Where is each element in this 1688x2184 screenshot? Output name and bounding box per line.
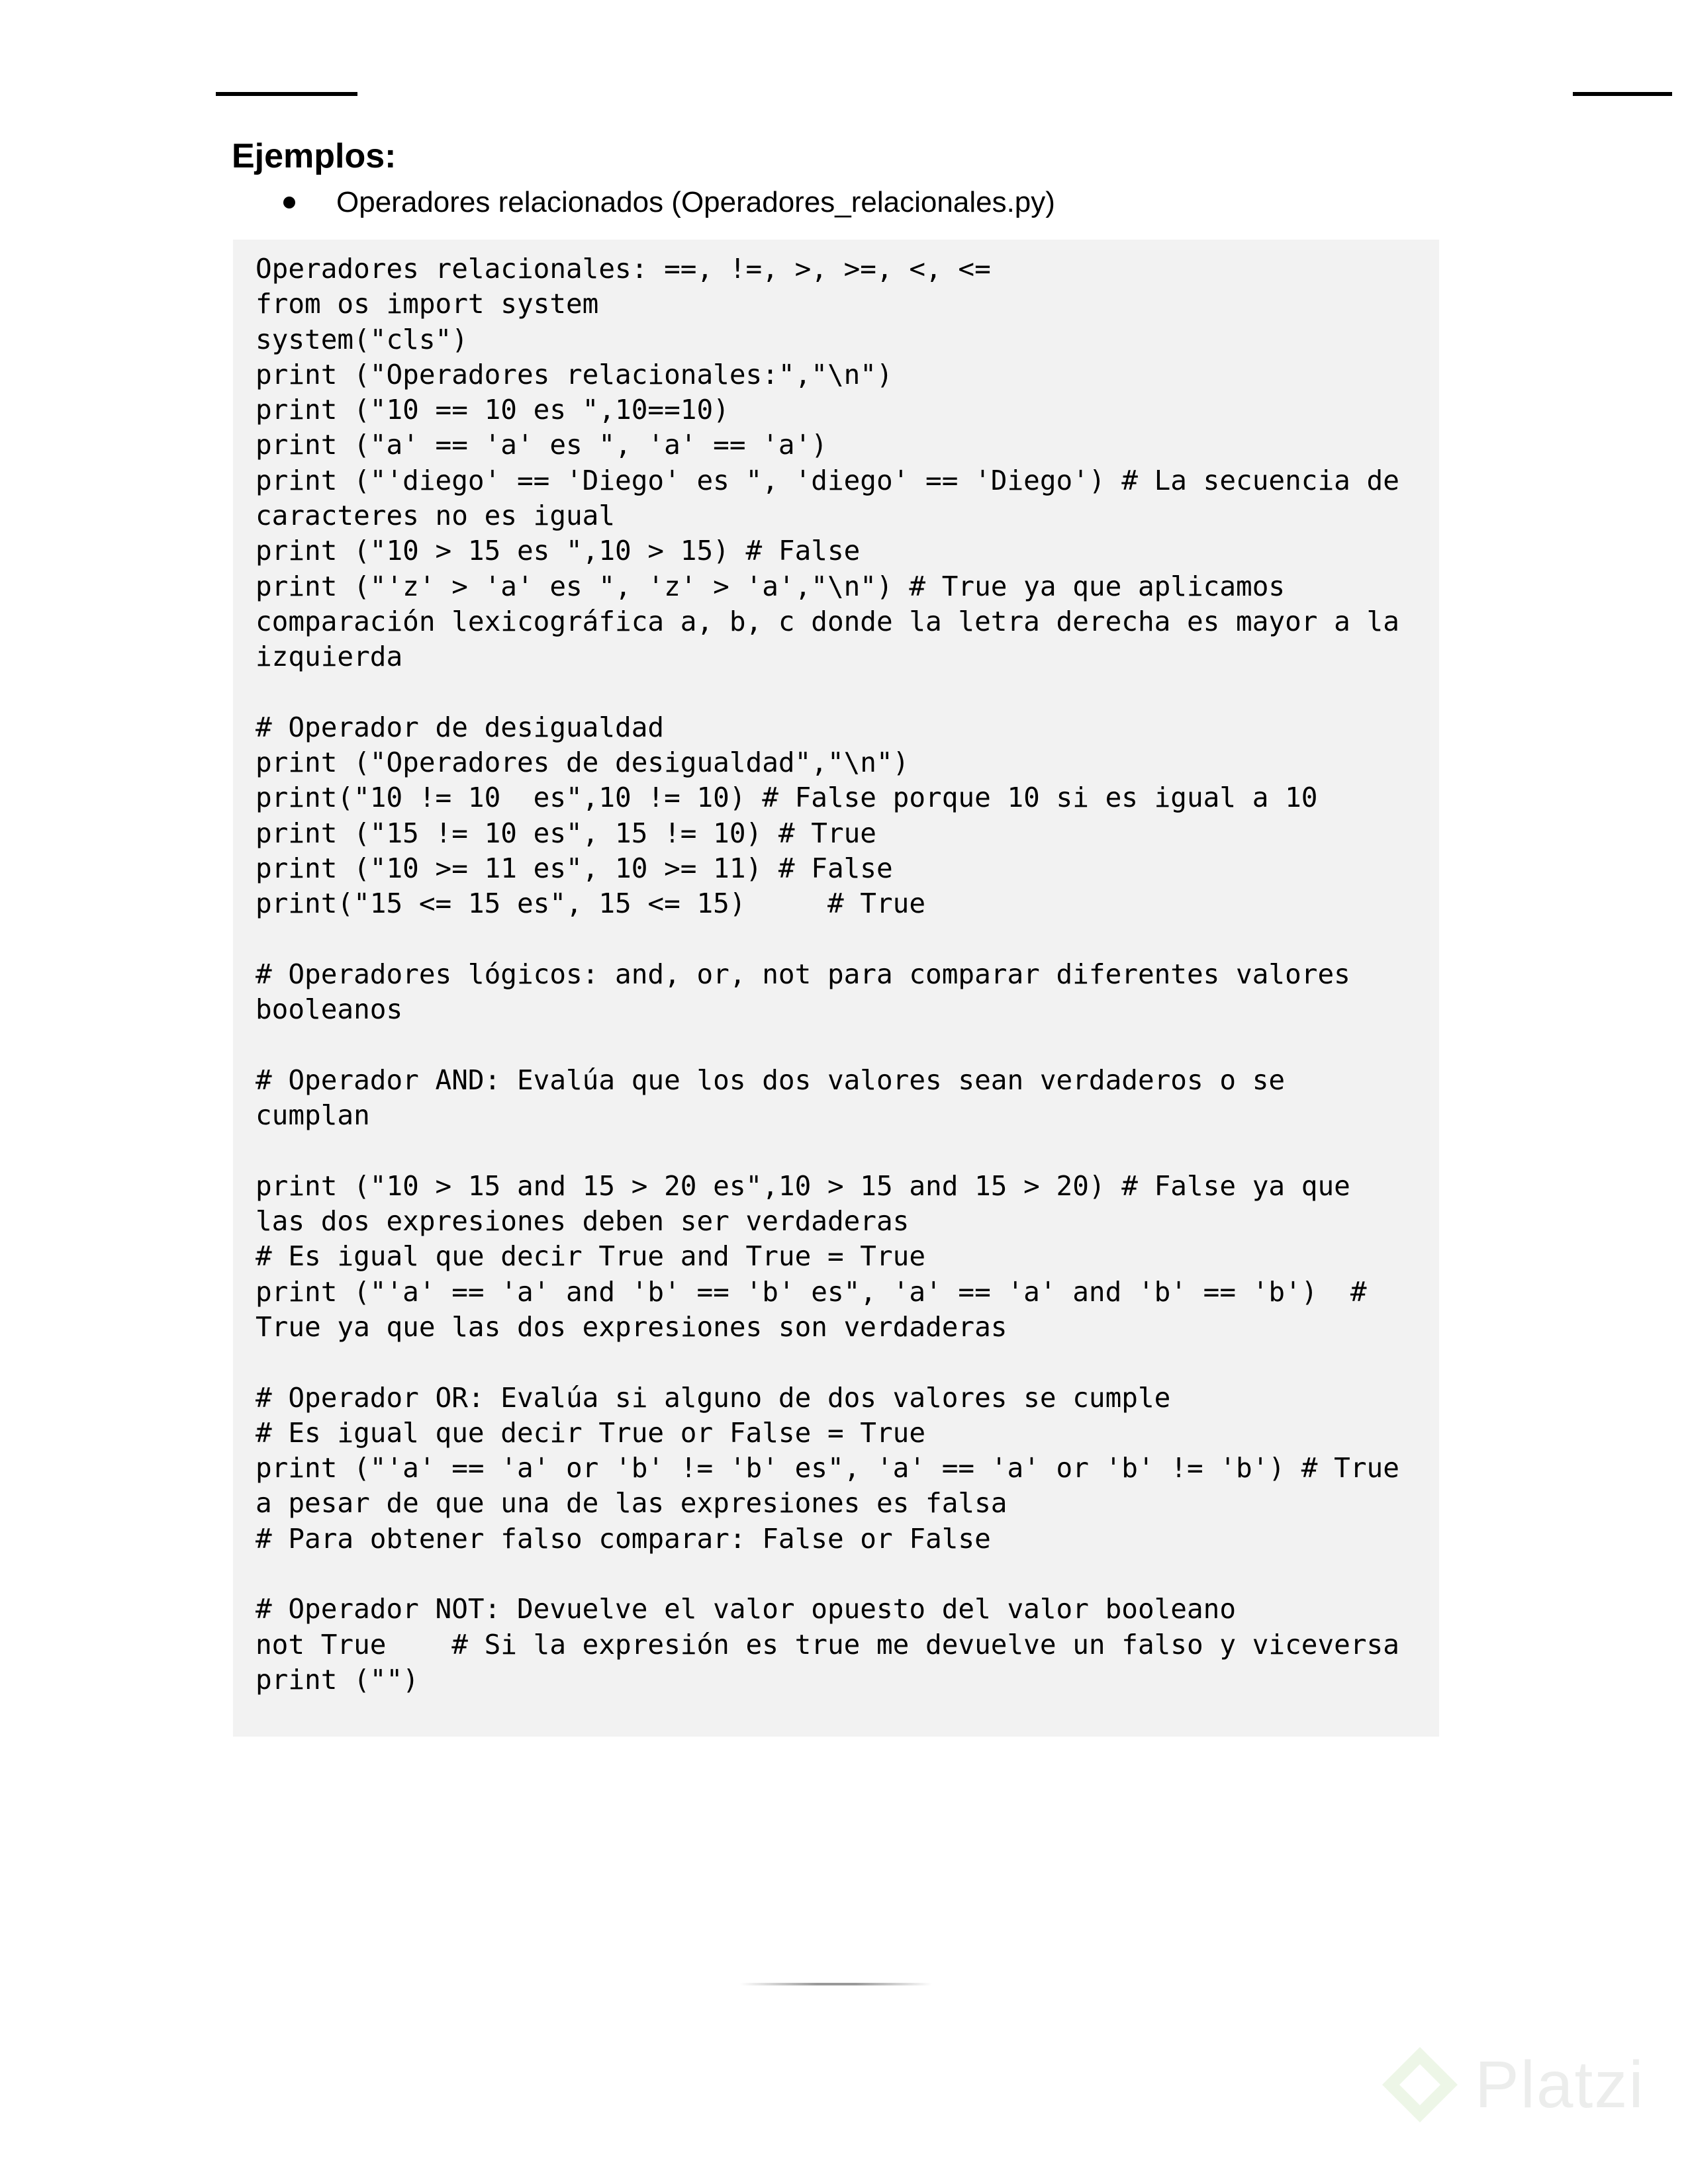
code-line: print ("10 > 15 es ",10 > 15) # False	[256, 535, 861, 567]
code-line	[256, 922, 1439, 957]
header-rule-left	[216, 92, 357, 96]
code-line: print("10 != 10 es",10 != 10) # False porque 10 si es igual a 10	[256, 782, 1318, 814]
code-line: print ("")	[256, 1663, 419, 1696]
code-line: comparación lexicográfica a, b, c donde la letra derecha es mayor a la	[256, 605, 1399, 637]
code-line: booleanos	[256, 993, 403, 1026]
code-line: # Es igual que decir True and True = True	[256, 1240, 926, 1273]
code-line: print("15 <= 15 es", 15 <= 15) # True	[256, 887, 926, 920]
code-line: print ("'a' == 'a' or 'b' != 'b' es", 'a' == 'a' or 'b' != 'b') # True	[256, 1452, 1399, 1484]
code-line: # Para obtener falso comparar: False or False	[256, 1522, 991, 1555]
code-line: a pesar de que una de las expresiones es falsa	[256, 1487, 1008, 1520]
header-rule-right	[1573, 92, 1672, 96]
code-line: izquierda	[256, 641, 403, 673]
code-line: print ("a' == 'a' es ", 'a' == 'a')	[256, 429, 827, 461]
code-line: # Operador AND: Evalúa que los dos valores sean verdaderos o se	[256, 1064, 1286, 1096]
section-heading: Ejemplos:	[232, 137, 397, 175]
code-line: print ("'z' > 'a' es ", 'z' > 'a',"\n") # True ya que aplicamos	[256, 570, 1286, 602]
code-line: not True # Si la expresión es true me devuelve un falso y viceversa	[256, 1628, 1399, 1661]
code-line: # Operador NOT: Devuelve el valor opuesto del valor booleano	[256, 1593, 1237, 1625]
code-line	[256, 1345, 1439, 1380]
code-line	[256, 1133, 1439, 1168]
code-line: # Operadores lógicos: and, or, not para comparar diferentes valores	[256, 958, 1350, 990]
code-line: print ("15 != 10 es", 15 != 10) # True	[256, 817, 876, 849]
code-line: print ("10 >= 11 es", 10 >= 11) # False	[256, 852, 893, 885]
code-line: True ya que las dos expresiones son verdaderas	[256, 1310, 1008, 1343]
code-line: print ("'diego' == 'Diego' es ", 'diego' == 'Diego') # La secuencia de	[256, 464, 1399, 496]
code-line: Operadores relacionales: ==, !=, >, >=, <, <=	[256, 253, 991, 285]
code-block	[233, 240, 1439, 1737]
code-line	[256, 1557, 1439, 1592]
code-line: # Es igual que decir True or False = True	[256, 1416, 926, 1449]
footer-rule	[740, 1983, 932, 1985]
bullet-item	[278, 185, 1055, 220]
code-line: print ("Operadores relacionales:","\n")	[256, 358, 893, 390]
code-line: cumplan	[256, 1099, 370, 1132]
code-line: print ("10 > 15 and 15 > 20 es",10 > 15 and 15 > 20) # False ya que	[256, 1169, 1350, 1202]
code-line	[256, 1028, 1439, 1063]
bullet-dot-icon	[283, 197, 295, 208]
code-line	[256, 675, 1439, 710]
watermark-text: Platzi	[1475, 2047, 1645, 2122]
code-line: print ("Operadores de desigualdad","\n")	[256, 747, 910, 779]
code-line: caracteres no es igual	[256, 500, 616, 532]
code-line: print ("10 == 10 es ",10==10)	[256, 394, 729, 426]
code-line: las dos expresiones deben ser verdaderas	[256, 1205, 910, 1238]
platzi-watermark	[1377, 2042, 1645, 2128]
code-line: system("cls")	[256, 323, 468, 355]
code-line: from os import system	[256, 288, 599, 320]
code-line: # Operador de desigualdad	[256, 711, 665, 743]
code-line: # Operador OR: Evalúa si alguno de dos valores se cumple	[256, 1381, 1171, 1414]
bullet-text: Operadores relacionados (Operadores_relacionales.py)	[336, 186, 1055, 218]
platzi-logo-icon	[1377, 2042, 1463, 2128]
code-line: print ("'a' == 'a' and 'b' == 'b' es", 'a' == 'a' and 'b' == 'b') #	[256, 1275, 1367, 1308]
